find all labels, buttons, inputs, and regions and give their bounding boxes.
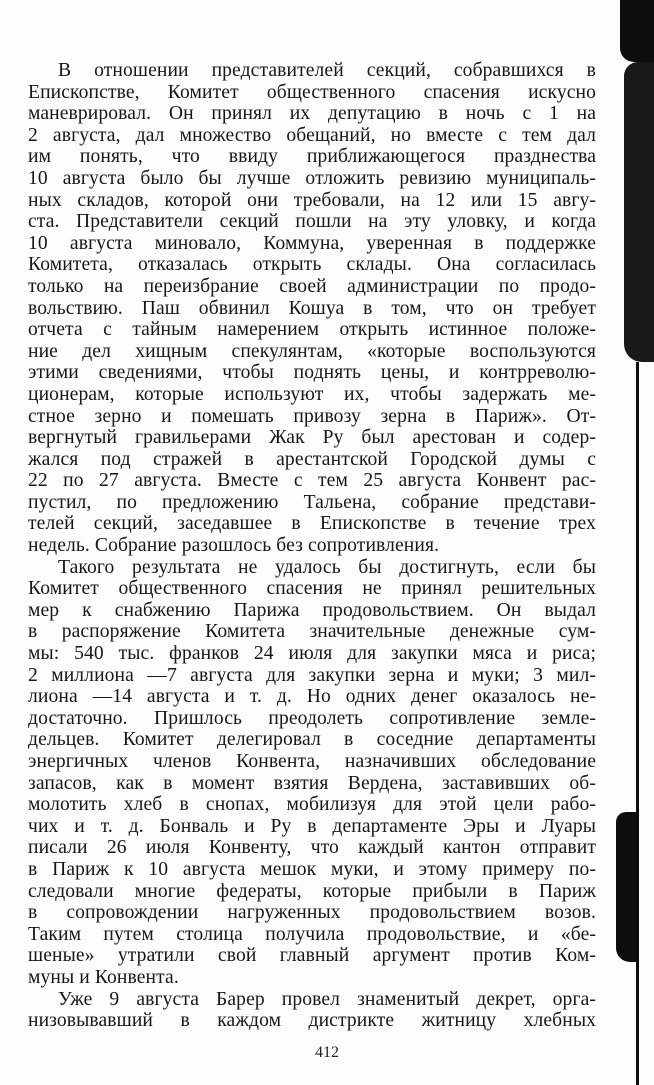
text-line: ных складов, которой они требовали, на 12 или 15 авгу-	[28, 189, 596, 211]
text-line: следовали многие федераты, которые прибыли в Париж	[28, 880, 596, 902]
text-line: пустил, по предложению Тальена, собрание представи-	[28, 491, 596, 513]
text-line: дельцев. Комитет делегировал в соседние департаменты	[28, 729, 596, 751]
text-line: Комитета, отказалась открыть склады. Она согласилась	[28, 254, 596, 276]
text-line: жался под стражей в арестантской Городской думы с	[28, 448, 596, 470]
text-line: им понять, что ввиду приближающегося празднества	[28, 146, 596, 168]
text-line: стное зерно и помешать привозу зерна в Париж». От-	[28, 405, 596, 427]
body-text	[28, 60, 596, 1032]
text-line: вергнутый гравильерами Жак Ру был арестован и содер-	[28, 427, 596, 449]
text-line: в Париж к 10 августа мешок муки, и этому примеру по-	[28, 858, 596, 880]
text-line: этими сведениями, чтобы поднять цены, и контрреволю-	[28, 362, 596, 384]
text-line: Такого результата не удалось бы достигнуть, если бы	[58, 556, 596, 578]
text-line: ционерам, которые используют их, чтобы задержать ме-	[28, 383, 596, 405]
text-line: недель. Собрание разошлось без сопротивления.	[28, 535, 440, 557]
text-line: ние дел хищным спекулянтам, «которые воспользуются	[28, 340, 596, 362]
text-line: В отношении представителей секций, собравшихся в	[58, 60, 596, 81]
text-line: мы: 540 тыс. франков 24 июля для закупки мяса и риса;	[28, 643, 596, 665]
text-line: вольствию. Паш обвинил Кошуа в том, что он требует	[28, 297, 596, 319]
scan-edge-upper	[624, 62, 654, 362]
text-line: отчета с тайным намерением открыть истинное положе-	[28, 319, 596, 341]
text-line: низовывавший в каждом дистрикте житницу хлебных	[28, 1010, 596, 1032]
text-line: в распоряжение Комитета значительные денежные сум-	[28, 621, 596, 643]
text-line: Комитет общественного спасения не принял решительных	[28, 578, 596, 600]
text-line: запасов, как в момент взятия Вердена, заставивших об-	[28, 772, 596, 794]
text-line: 2 августа, дал множество обещаний, но вместе с тем дал	[28, 124, 596, 146]
scan-edge-lower	[616, 812, 638, 962]
text-line: достаточно. Пришлось преодолеть сопротивление земле-	[28, 707, 596, 729]
text-line: 10 августа было бы лучше отложить ревизию муниципаль-	[28, 167, 596, 189]
text-line: шеные» утратили свой главный аргумент против Ком-	[28, 945, 596, 967]
scan-edge-thin	[636, 362, 639, 1085]
text-line: мер к снабжению Парижа продовольствием. Он выдал	[28, 599, 596, 621]
text-line: лиона —14 августа и т. д. Но одних денег оказалось не-	[28, 686, 596, 708]
text-line: ста. Представители секций пошли на эту уловку, и когда	[28, 211, 596, 233]
text-line: Уже 9 августа Барер провел знаменитый декрет, орга-	[58, 988, 596, 1010]
text-line: 2 миллиона —7 августа для закупки зерна и муки; 3 мил-	[28, 664, 596, 686]
text-line: в сопровождении нагруженных продовольствием возов.	[28, 902, 596, 924]
text-line: Епископстве, Комитет общественного спасения искусно	[28, 81, 596, 103]
text-line: муны и Конвента.	[28, 966, 179, 988]
text-line: чих и т. д. Бонваль и Ру в департаменте Эры и Луары	[28, 815, 596, 837]
text-line: 22 по 27 августа. Вместе с тем 25 августа Конвент рас-	[28, 470, 596, 492]
text-line: энергичных членов Конвента, назначивших обследование	[28, 751, 596, 772]
text-line: телей секций, заседавшее в Епископстве в течение трех	[28, 513, 596, 535]
text-line: 10 августа миновало, Коммуна, уверенная в поддержке	[28, 232, 596, 254]
text-line: Таким путем столица получила продовольствие, и «бе-	[28, 923, 596, 945]
text-line: молотить хлеб в снопах, мобилизуя для этой цели рабо-	[28, 794, 596, 816]
text-line: писали 26 июля Конвенту, что каждый кантон отправит	[28, 837, 596, 859]
text-line: маневрировал. Он принял их депутацию в ночь с 1 на	[28, 103, 596, 125]
text-line: только на переизбрание своей администрации по продо-	[28, 275, 596, 297]
page-number: 412	[315, 1044, 339, 1061]
scan-edge-top	[620, 0, 654, 62]
